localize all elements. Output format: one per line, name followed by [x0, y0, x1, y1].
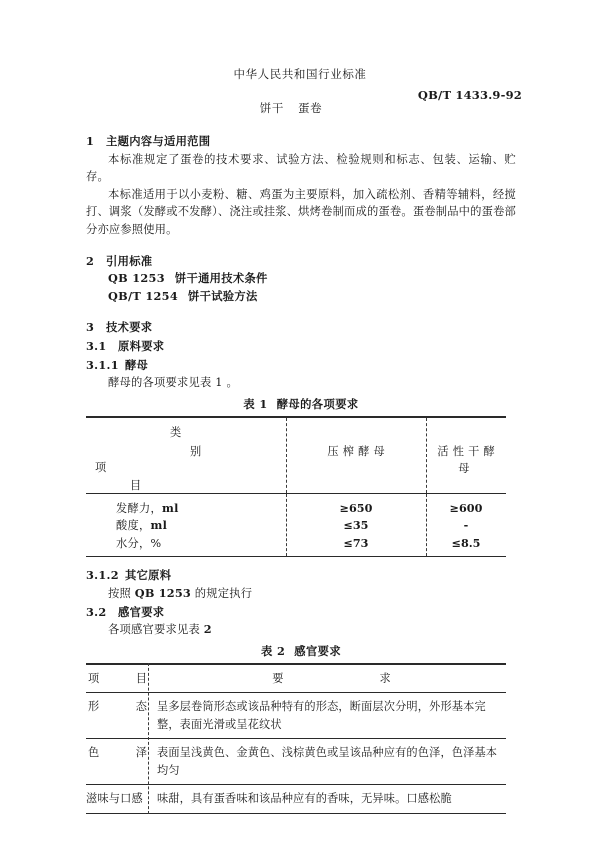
- table-row: [86, 517, 506, 535]
- section-3-2-text-pre: 各项感官要求见表: [108, 623, 204, 637]
- section-3-1-2-heading: [86, 567, 516, 585]
- reference-standard-code: QB 1253: [108, 271, 165, 286]
- table-1-row-item: [116, 500, 179, 518]
- section-3-2-heading: [86, 604, 516, 622]
- table-2-header-requirement: [148, 665, 506, 693]
- table-1-cell-value-2: ≤8.5: [451, 535, 481, 550]
- table-1-cell-value-1: ≤73: [343, 535, 369, 550]
- table-1-column-header-2: 活性干酵母: [437, 444, 499, 476]
- table-2-row-label-char-1: 滋味与口感: [86, 792, 143, 806]
- section-2-label: 引用标准: [106, 253, 153, 268]
- table-1: [86, 416, 506, 557]
- document-title-right: 蛋卷: [298, 101, 323, 115]
- section-3-1-heading: [86, 338, 516, 356]
- document-title-left: 饼干: [259, 101, 284, 115]
- table-1-cell-value-2: ≥600: [449, 500, 483, 515]
- table-2-row-value: 呈多层卷筒形态或该品种特有的形态，断面层次分明，外形基本完整，表面光滑或呈花纹状: [157, 700, 486, 731]
- table-2-header-item-char-1: 项: [88, 671, 100, 685]
- section-2-heading: [86, 253, 516, 271]
- section-1-number: 1: [86, 134, 95, 148]
- section-3-number: 3: [86, 320, 95, 335]
- section-3-1-number: 3.1: [86, 338, 107, 353]
- table-2-caption: [86, 643, 516, 661]
- section-1-paragraph-2: 本标准适用于以小麦粉、糖、鸡蛋为主要原料，加入疏松剂、香精等辅料，经搅打、调浆（发酵或不发酵）、浇注或挂浆、烘烤卷制而成的蛋卷。蛋卷制品中的蛋卷部分亦应参照使用。: [86, 187, 516, 236]
- section-3-1-1-label: 酵母: [124, 357, 149, 372]
- section-3-1-1-number: 3.1.1: [86, 357, 119, 372]
- table-2-row-value: 味甜，具有蛋香味和该品种应有的香味，无异味。口感松脆: [157, 792, 452, 806]
- table-2-caption-name: 感官要求: [294, 643, 342, 658]
- table-2-row-label: [86, 785, 148, 813]
- section-3-1-2-text-post: 的规定执行: [190, 586, 253, 600]
- table-row: [86, 785, 506, 813]
- section-3-1-label: 原料要求: [118, 338, 165, 353]
- table-row: [86, 500, 506, 518]
- section-3-2-label: 感官要求: [118, 604, 165, 619]
- reference-standard-name: 饼干通用技术条件: [174, 271, 268, 286]
- table-1-corner-item-char-1: 项: [95, 460, 107, 474]
- national-standard-line: 中华人民共和国行业标准: [233, 67, 367, 81]
- table-1-corner-item-char-2: 目: [130, 478, 142, 492]
- section-3-label: 技术要求: [106, 320, 153, 335]
- section-1-label: 主题内容与适用范围: [106, 134, 211, 148]
- table-2-row-value: 表面呈浅黄色、金黄色、浅棕黄色或呈该品种应有的色泽，色泽基本均匀: [157, 746, 498, 777]
- table-1-header-row: [86, 418, 506, 493]
- table-2-header-item-char-2: 目: [135, 671, 147, 685]
- table-1-caption: [86, 396, 516, 414]
- table-2-row-label-char-2: 泽: [135, 746, 147, 760]
- table-2-caption-number: 表 2: [260, 643, 286, 658]
- table-1-body: [86, 494, 506, 556]
- table-1-column-header-1: 压榨酵母: [327, 444, 389, 458]
- reference-standard-item: [108, 270, 516, 288]
- table-1-corner-category-char-2: 别: [190, 444, 202, 458]
- table-1-row-item-text: 水分，%: [116, 536, 162, 550]
- table-2-row-label-char-1: 形: [88, 700, 100, 714]
- table-2-row-label-char-2: 态: [135, 700, 147, 714]
- section-3-1-1-text: 酵母的各项要求见表 1 。: [108, 376, 238, 390]
- section-2-number: 2: [86, 253, 95, 268]
- table-1-row-item-text: 酸度，: [116, 519, 151, 533]
- table-1-row-item: [116, 517, 167, 535]
- section-3-1-2-text: [86, 585, 516, 603]
- table-2-row-label-char-1: 色: [88, 746, 100, 760]
- table-1-cell-value-1: ≥650: [339, 500, 373, 515]
- table-row: [86, 739, 506, 784]
- section-3-heading: [86, 319, 516, 337]
- standard-number: QB/T 1433.9-92: [417, 88, 522, 102]
- reference-standard-name: 饼干试验方法: [188, 288, 258, 303]
- table-row: [86, 535, 506, 553]
- section-3-1-2-text-code: QB 1253: [134, 585, 191, 600]
- table-2-header-row: [86, 665, 506, 693]
- section-3-2-text: [86, 621, 516, 639]
- section-3-1-2-text-pre: 按照: [108, 586, 135, 600]
- table-1-row-item-text: 发酵力，: [116, 501, 162, 515]
- table-1-row-item-unit: ml: [150, 518, 168, 533]
- reference-standard-code: QB/T 1254: [108, 288, 178, 303]
- reference-standard-item: [108, 288, 516, 306]
- table-1-row-item-unit: ml: [161, 500, 179, 515]
- table-2-header-item: [86, 665, 148, 693]
- table-2-header-req-char-2: 求: [379, 671, 391, 685]
- table-1-corner-category-char-1: 类: [170, 425, 182, 439]
- table-1-caption-name: 酵母的各项要求: [276, 396, 359, 411]
- table-2-bottom-rule: [86, 813, 506, 814]
- section-1-paragraph-1: 本标准规定了蛋卷的技术要求、试验方法、检验规则和标志、包装、运输、贮存。: [86, 152, 516, 184]
- document-title: [0, 100, 600, 116]
- table-row: [86, 693, 506, 738]
- table-1-row-item: [116, 535, 161, 553]
- table-2-header-req-char-1: 要: [272, 671, 284, 685]
- section-3-1-2-label: 其它原料: [124, 568, 172, 583]
- table-2-row-label: [86, 693, 148, 738]
- document-body: [86, 132, 516, 814]
- section-3-2-number: 3.2: [86, 604, 107, 619]
- table-1-caption-number: 表 1: [243, 396, 268, 411]
- table-2-row-label: [86, 739, 148, 784]
- section-3-2-text-code: 2: [203, 622, 212, 637]
- section-3-1-1-heading: [86, 357, 516, 375]
- table-1-cell-value-1: ≤35: [343, 518, 369, 533]
- section-3-1-2-number: 3.1.2: [86, 568, 119, 583]
- table-1-bottom-rule: [86, 556, 506, 557]
- table-1-cell-value-2: -: [463, 518, 469, 533]
- table-2: [86, 663, 506, 814]
- section-1-heading: [86, 133, 516, 151]
